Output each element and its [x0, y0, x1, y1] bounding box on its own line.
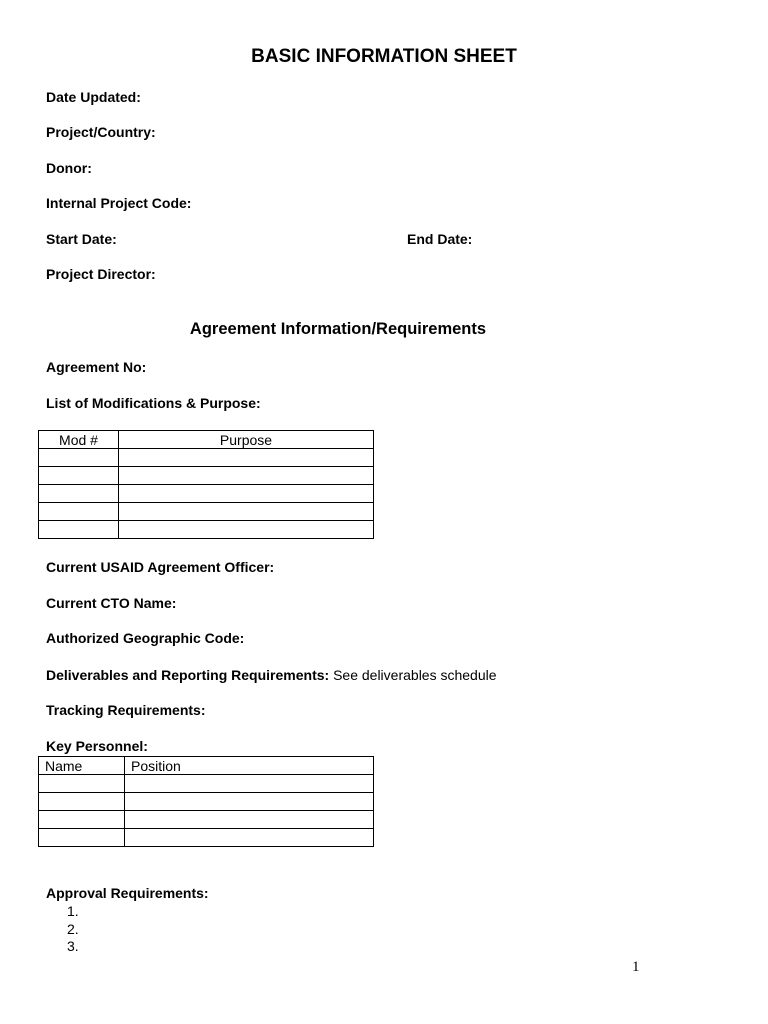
table-cell — [39, 829, 125, 847]
key-personnel-label: Key Personnel: — [46, 738, 148, 754]
start-date-label: Start Date: — [46, 231, 117, 247]
table-cell — [119, 485, 374, 503]
position-header: Position — [125, 757, 374, 775]
table-row — [39, 467, 374, 485]
geographic-code-label: Authorized Geographic Code: — [46, 630, 245, 646]
table-header-row — [39, 431, 374, 449]
table-cell — [39, 503, 119, 521]
table-row — [39, 775, 374, 793]
key-personnel-table — [38, 756, 374, 847]
table-cell — [125, 829, 374, 847]
table-header-row — [39, 757, 374, 775]
agreement-officer-label: Current USAID Agreement Officer: — [46, 559, 275, 575]
project-country-label: Project/Country: — [46, 124, 156, 140]
project-director-label: Project Director: — [46, 266, 156, 282]
page-title: BASIC INFORMATION SHEET — [251, 46, 517, 67]
donor-label: Donor: — [46, 160, 92, 176]
table-cell — [119, 449, 374, 467]
list-item: 2. — [67, 920, 79, 937]
agreement-section-heading: Agreement Information/Requirements — [189, 320, 487, 338]
table-row — [39, 449, 374, 467]
table-row — [39, 521, 374, 539]
table-cell — [39, 793, 125, 811]
table-cell — [39, 811, 125, 829]
table-cell — [125, 811, 374, 829]
table-cell — [119, 521, 374, 539]
table-cell — [39, 485, 119, 503]
approval-requirements-label: Approval Requirements: — [46, 885, 209, 901]
table-cell — [119, 503, 374, 521]
date-updated-label: Date Updated: — [46, 89, 141, 105]
agreement-no-label: Agreement No: — [46, 359, 147, 375]
table-row — [39, 811, 374, 829]
tracking-requirements-label: Tracking Requirements: — [46, 702, 206, 718]
end-date-label: End Date: — [407, 231, 473, 247]
modifications-table — [38, 430, 374, 539]
table-cell — [125, 775, 374, 793]
mod-number-header: Mod # — [39, 431, 119, 449]
purpose-header: Purpose — [119, 431, 374, 449]
cto-name-label: Current CTO Name: — [46, 595, 177, 611]
table-row — [39, 829, 374, 847]
table-cell — [125, 793, 374, 811]
table-cell — [39, 521, 119, 539]
deliverables-value: See deliverables schedule — [333, 667, 497, 683]
table-cell — [39, 449, 119, 467]
table-cell — [39, 775, 125, 793]
internal-project-code-label: Internal Project Code: — [46, 195, 192, 211]
table-row — [39, 503, 374, 521]
table-row — [39, 793, 374, 811]
name-header: Name — [39, 757, 125, 775]
table-row — [39, 485, 374, 503]
page-number: 1 — [632, 959, 640, 975]
deliverables-row — [46, 667, 497, 683]
table-cell — [119, 467, 374, 485]
deliverables-label: Deliverables and Reporting Requirements: — [46, 667, 330, 683]
modifications-label: List of Modifications & Purpose: — [46, 395, 261, 411]
table-cell — [39, 467, 119, 485]
list-item: 1. — [67, 903, 79, 919]
list-item: 3. — [67, 938, 79, 954]
approval-list — [67, 903, 79, 956]
